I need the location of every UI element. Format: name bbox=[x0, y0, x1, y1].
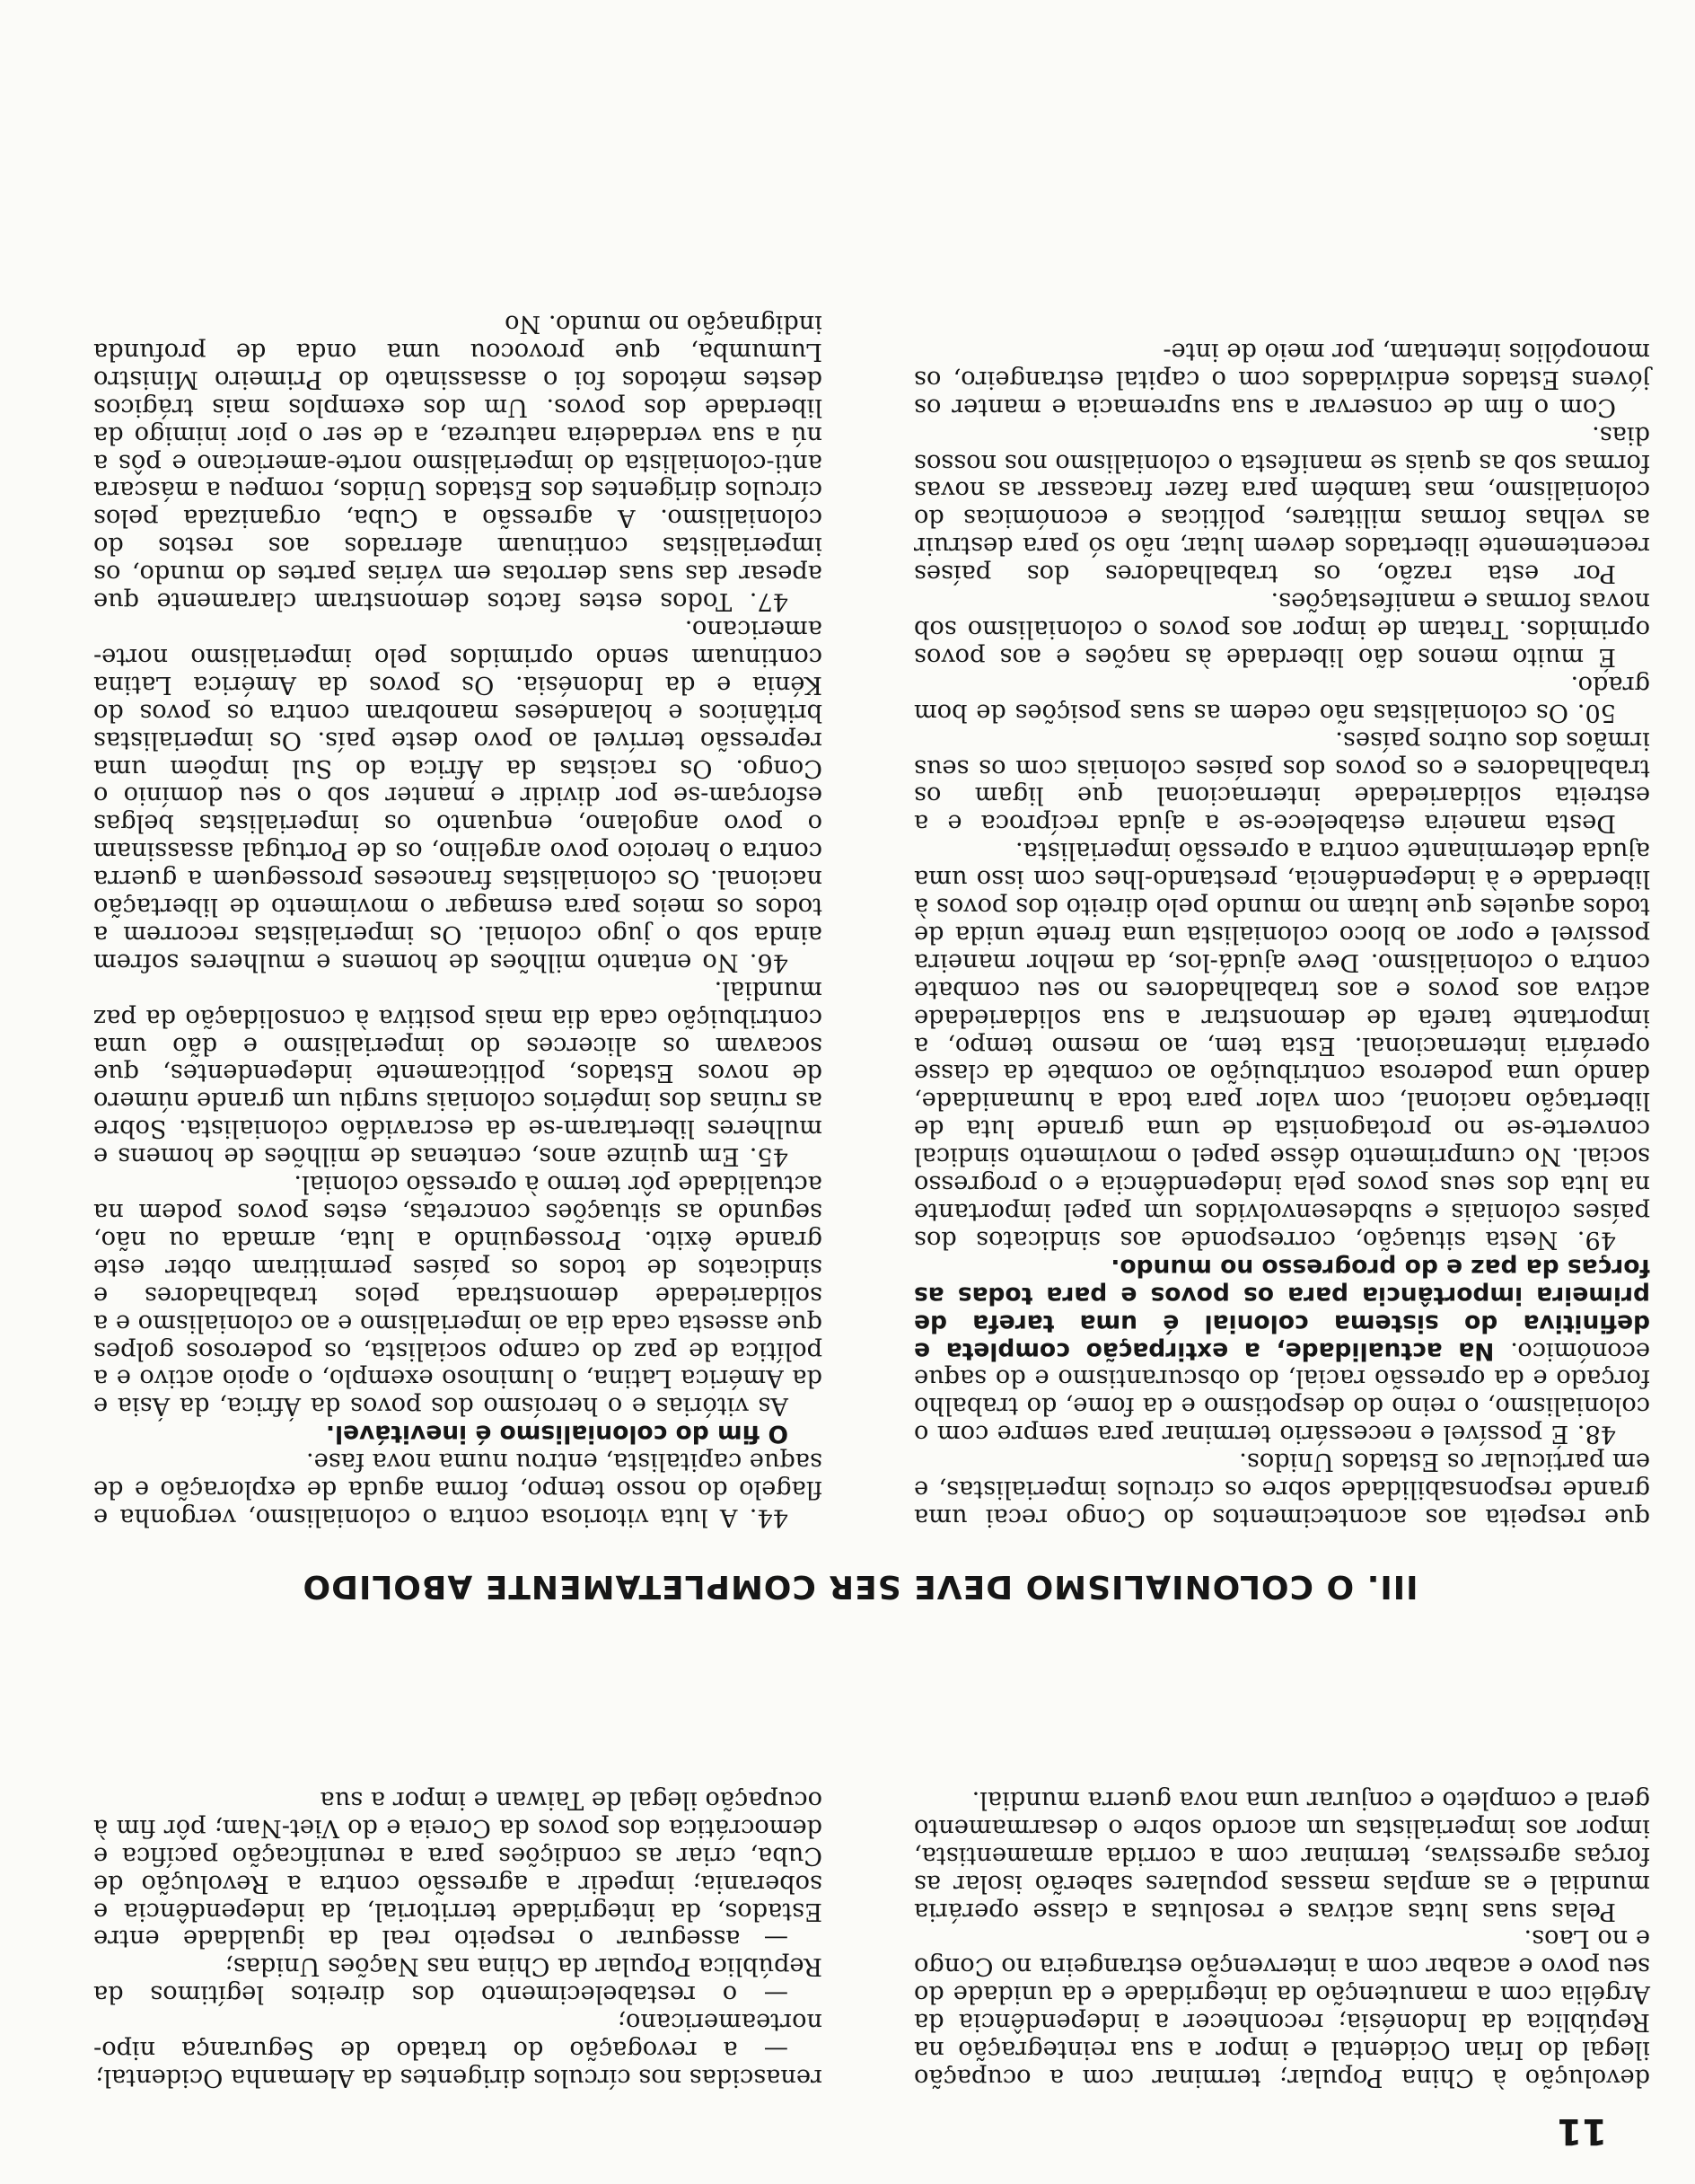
paragraph bbox=[914, 1253, 1650, 1447]
paragraph: — o restabelecimento dos direitos legítimos da República Popular da China nas Nações Unidas; bbox=[93, 1952, 822, 2009]
column-bottom-left bbox=[914, 337, 1650, 1530]
paragraph: — a revogação do tratado de Segurança nipo-norteamericano; bbox=[93, 2008, 822, 2065]
paragraph: 50. Os colonialistas não cedem as suas posições de bom grado. bbox=[914, 670, 1650, 727]
paragraph: 46. No entanto milhões de homens e mulheres sofrem ainda sob o jugo colonial. Os imperialistas recorrem a todos os meios para esmagar o movimento de libertação nacional. Os colonialistas franceses prosseguem a guerra contra o heroico povo argelino, os de Portugal assassinam o povo angolano, enquanto os imperialistas belgas esforçam-se por dividir e manter sob o seu domínio o Congo. Os racistas da África do Sul impõem uma repressão terrível ao povo deste país. Os imperialistas britânicos e holandeses manobram contra os povos do Kénia e da Indonésia. Os povos da América Latina continuam sendo oprimidos pelo imperialismo norte-americano. bbox=[93, 615, 822, 976]
bold-heading: O fim do colonialismo é inevitável. bbox=[325, 1420, 788, 1449]
paragraph: 44. A luta vitoriosa contra o colonialismo, vergonha e flagelo do nosso tempo, forma aguda de exploração e de saque capitalista, entrou numa nova fase. bbox=[93, 1448, 822, 1531]
column-top-left bbox=[914, 1785, 1650, 2091]
paragraph: Pelas suas lutas activas e resolutas a classe operária mundial e as amplas massas populares saberão isolar as forças agressivas, terminar com a corrida armamentista, impor aos imperialistas um acordo sobre o desarmamento geral e completo e conjurar uma nova guerra mundial. bbox=[914, 1785, 1650, 1925]
paragraph: Desta maneira estabelece-se a ajuda recíproca e a estreita solidariedade internacional que ligam os trabalhadores e os povos dos países coloniais com os seus irmãos dos outros países. bbox=[914, 726, 1650, 838]
paragraph: As vitórias e o heroísmo dos povos da África, da Ásia e da América Latina, o luminoso exemplo, o apoio activo e a política de paz do campo socialista, os poderosos golpes que assesta cada dia ao imperialismo e ao colonialismo e a solidariedade demonstrada pelos trabalhadores e sindicatos de todos os países permitiram obter este grande êxito. Prosseguindo a luta, armada ou não, segundo as situações concretas, estes povos podem na actualidade pôr termo à opressão colonial. bbox=[93, 1170, 822, 1421]
paragraph: devolução à China Popular; terminar com a ocupação ilegal do Irian Ocidental e impor a sua reintegração na República da Indonésia; reconhecer a independência da Argélia com a manutenção da integridade e da unidade do seu povo e acabar com a intervenção estrangeira no Congo e no Laos. bbox=[914, 1924, 1650, 2092]
paragraph: Com o fim de conservar a sua supremacia e manter os jóvens Estados endividados com o capital estrangeiro, os monopólios intentam, por meio de inte- bbox=[914, 337, 1650, 421]
paragraph: 47. Todos estes factos demonstram claramente que apesar das suas derrotas em várias partes do mundo, os imperialistas continuam aferrados aos restos do colonialismo. A agressão a Cuba, organizada pelos círculos dirigentes dos Estados Unidos, rompeu a máscara anti-colonialista do imperialismo norte-americano e pôs a nú a sua verdadeira natureza, a de ser o pior inimigo da liberdade dos povos. Um dos exemplos mais trágicos destes métodos foi o assassinato do Primeiro Ministro Lumumba, que provocou uma onda de profunda indignação no mundo. No bbox=[93, 310, 822, 616]
paragraph-text: 48. É possível e necessário terminar para sempre com o colonialismo, o reino do despotismo e da fome, do trabalho forçado e da opressão racial, do obscurantismo e do saque económico. bbox=[914, 1336, 1650, 1449]
column-top-right bbox=[93, 1785, 822, 2091]
paragraph: — assegurar o respeito real da igualdade entre Estados, da integridade territorial, da independência e soberania; impedir a agressão contra a Revolução de Cuba, criar as condições para a reunificação pacífica e democrática dos povos da Coreia e do Viet-Nam; pôr fim à ocupação ilegal de Taiwan e impor a sua bbox=[93, 1785, 822, 1953]
paragraph: 45. Em quinze anos, centenas de milhões de homens e mulheres libertaram-se da escravidão colonialista. Sobre as ruínas dos impérios coloniais surgiu um grande número de novos Estados, politicamente independentes, que socavam os alicerces do imperialismo e dão uma contribuição cada dia mais positiva à consolidação da paz mundial. bbox=[93, 975, 822, 1171]
paragraph: 49. Nesta situação, corresponde aos sindicatos dos países coloniais e subdesenvolvidos um papel importante na luta dos seus povos pela independência e o progresso social. No cumprimento dêsse papel o movimento sindical converte-se no protagonista de uma grande luta de libertação nacional, com valor para toda a humanidade, dando uma poderosa contribuição ao combate da classe operária internacional. Esta tem, ao mesmo tempo, a importante tarefa de demonstrar a sua solidariedade activa aos povos e aos trabalhadores no seu combate contra o colonialismo. Deve ajudá-los, da melhor maneira possível e opor ao bloco colonialista uma frente unida de todos aqueles que lutam no mundo pelo direito dos povos à liberdade e à independência, prestando-lhes com isso uma ajuda determinante contra a opressão imperialista. bbox=[914, 837, 1650, 1254]
column-bottom-right bbox=[93, 309, 822, 1530]
paragraph: Por esta razão, os trabalhadores dos países recentemente libertados devem lutar, não só para destruir as velhas formas militares, políticas e económicas do colonialismo, mas também para fazer fracassar as novas formas sob as quais se manifesta o colonialismo nos nossos dias. bbox=[914, 420, 1650, 588]
paragraph: É muito menos dão liberdade às nações e aos povos oprimidos. Tratam de impor aos povos o colonialismo sob novas formas e manifestações. bbox=[914, 587, 1650, 671]
section-heading: III. O COLONIALISMO DEVE SER COMPLETAMENTE ABOLIDO bbox=[302, 1568, 1418, 1605]
page-number: 11 bbox=[1557, 2110, 1607, 2152]
bold-statement: Na actualidade, a extirpação completa e definitiva do sistema colonial é uma tarefa de primeira importância para os povos e para todas as forças da paz e do progresso no mundo. bbox=[914, 1253, 1650, 1365]
paragraph: que respeita aos acontecimentos do Congo recai uma grande responsabilidade sobre os círculos imperialistas, e em particular os Estados Unidos. bbox=[914, 1448, 1650, 1531]
paragraph: renascidas nos círculos dirigentes da Alemanha Ocidental; bbox=[95, 2064, 822, 2092]
